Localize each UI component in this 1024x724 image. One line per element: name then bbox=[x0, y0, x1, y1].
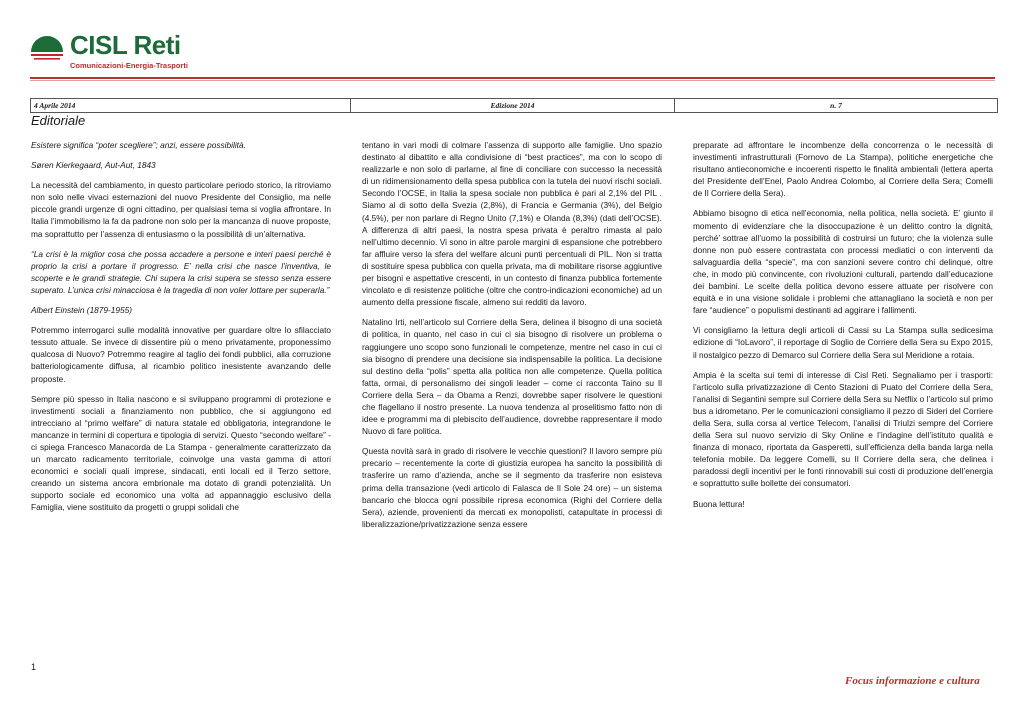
paragraph: Vi consigliamo la lettura degli articoli di Cassi su La Stampa sulla sedicesima edizione di “IoLavoro”, il reportage di Soglio de Corriere della Sera su Expo 2015, il nostalgico pezzo di Demarco sul Corriere della Sera sul Meridione a rotaia. bbox=[693, 325, 993, 360]
paragraph: Natalino Irti, nell’articolo sul Corriere della Sera, delinea il bisogno di una società di politica, in quanto, nel caso in cui ci sia bisogno di risolvere un problema o raggiungere uno scopo sono funzionali le competenze, mentre nel caso in cui ci sia bisogno di prendere una decisione sia indispensabile la politica. La decisione sul destino della “polis” spetta alla politica non alle competenze. Quella politica fatta, ormai, di personalismo dei singoli leader – come ci racconta Taino su Il Corriere della Sera – da Obama a Renzi, dovrebbe saper risolvere le questioni che flagellano il nostro presente. La nuova tendenza al proselitismo fatto non di idee e programmi ma di plebiscito dell’audience, dovrebbe rappresentare il modo Nuovo di fare politica. bbox=[362, 317, 662, 437]
paragraph: Esistere significa “poter scegliere”; anzi, essere possibilità. bbox=[31, 140, 246, 150]
paragraph: Potremmo interrogarci sulle modalità innovative per guardare oltre lo sfilacciato tessuto attuale. Se invece di dissentire più o meno privatamente, proponessimo qualcosa di Nuovo? Potremmo reagire al taglio dei fondi pubblici, alla corruzione batteriologicamente diffusa, al ricambio politico inesistente avanzando delle proposte. bbox=[31, 325, 331, 384]
paragraph: Albert Einstein (1879-1955) bbox=[31, 305, 133, 316]
footer-tagline: Focus informazione e cultura bbox=[845, 675, 980, 687]
paragraph: “La crisi è la miglior cosa che possa accadere a persone e interi paesi perché è proprio la crisi a portare il progresso. E’ nella crisi che nasce l’inventiva, le scoperte e le grandi strategie. Chi supera la crisi supera se stesso senza essere superato. L’unica crisi minacciosa è la tragedia di non voler lottare per superarla.” bbox=[31, 248, 331, 295]
section-title: Editoriale bbox=[31, 113, 86, 128]
issue-number: n. 7 bbox=[830, 101, 842, 110]
paragraph: Sempre più spesso in Italia nascono e si sviluppano programmi di protezione e investimenti sociali a finanziamento non pubblico, che si aggiungono ed intrecciano al “primo welfare” di natura statale ed obbligatoria, integrandone le mancanze in termini di copertura e tipologia di servizi. Questo “secondo welfare” - ci spiega Francesco Manacorda de La Stampa - generalmente caratterizzato da un marcato radicamento territoriale, coinvolge una vasta gamma di attori economici e sociali quali imprese, sindacati, enti locali ed il Terzo settore, creando un sistema ancora embrionale ma dotato di grandi potenzialità. Un supporto sociale ed economico una volta ad appannaggio esclusivo della Famiglia, viene sostituito da progetti o gruppi solidali che bbox=[31, 393, 331, 513]
header-divider bbox=[30, 77, 995, 79]
paragraph: La necessità del cambiamento, in questo particolare periodo storico, la ritroviamo non solo nelle vivaci esternazioni del nuovo Presidente del Consiglio, ma nelle piccole grandi urgenze di ogni cittadino, per qualsiasi tema si voglia affrontare. In Italia l’immobilismo la fa da padrone non solo per la mancanza di nuove proposte, ma soprattutto per l’assenza di entusiasmo o la possibilità di un’alternativa. bbox=[31, 180, 331, 239]
logo-name: CISL Reti bbox=[70, 30, 181, 60]
text-column-3 bbox=[693, 139, 993, 518]
paragraph: Questa novità sarà in grado di risolvere le vecchie questioni? Il lavoro sempre più precario – recentemente la corte di giustizia europea ha sancito la possibilità di trasferire un ramo d’azienda, anche se il segmento da trasferire non esisteva prima della transazione (vedi articolo di Falasca de Il Sole 24 ore) – un sistema bancario che blocca ogni possibile ripresa economica (Righi del Corriere della Sera), aziende, provenienti da mercati ex monopolisti, catapultate in processi di liberalizzazione/privatizzazione senza essere bbox=[362, 446, 662, 529]
paragraph: Søren Kierkegaard, Aut-Aut, 1843 bbox=[31, 160, 156, 171]
header-divider-thin bbox=[30, 80, 995, 81]
text-column-2 bbox=[362, 139, 662, 538]
cisl-reti-logo bbox=[30, 30, 190, 72]
issue-edition: Edizione 2014 bbox=[351, 99, 675, 112]
paragraph: Abbiamo bisogno di etica nell’economia, nella politica, nella società. E’ giunto il momento di evidenziare che la disoccupazione è un delitto contro la dignità, perché’ sottrae all’uomo la possibilità di costruirsi un futuro; che la violenza sulle donne non può essere contrastata con processi mediatici o con interventi da salvaguardia della “specie”, ma con sanzioni severe contro chi delinque, oltre che, in modo più convincente, con rivoluzioni culturali, partendo dall’educazione dei bambini. Le scelte della politica devono essere attuate per risolvere con equità e in una visione solidale i problemi che attanagliano la società e non per fare “audience” o populismi destinanti ad aggirare i fallimenti. bbox=[693, 208, 993, 316]
logo-emblem-icon bbox=[30, 32, 64, 66]
paragraph: Ampia è la scelta sui temi di interesse di Cisl Reti. Segnaliamo per i trasporti: l’articolo sulla privatizzazione di Cento Stazioni di Puato del Corriere della Sera, l’analisi di Segantini sempre sul Corriere della Sera su Netflix o l’articolo sul primo bus a idrometano. Per le comunicazioni consigliamo il pezzo di Sideri del Corriere della Sera, sulla corsa al vertice Telecom, l’analisi di Triulzi sempre del Corriere della Sera sul nuovo servizio di Sky Online e l’indagine dell’istituto qualità e finanza di monaco, riportata da Gasperetti, sull’efficienza della banda larga nella telefonia mobile. Da leggere Comelli, su Il Corriere della sera, che delinea i paradossi degli incentivi per le fonti rinnovabili sui costi di produzione dell’energia e soprattutto sulle bollette dei consumatori. bbox=[693, 369, 993, 489]
issue-date: 4 Aprile 2014 bbox=[31, 99, 351, 112]
paragraph: Buona lettura! bbox=[693, 498, 745, 509]
text-column-1 bbox=[31, 139, 331, 522]
page-number: 1 bbox=[31, 662, 37, 672]
issue-info-bar bbox=[30, 98, 998, 113]
logo-subtitle: Comunicazioni-Energia-Trasporti bbox=[70, 61, 188, 70]
paragraph: tentano in vari modi di colmare l’assenza di supporto alle famiglie. Uno spazio destinato al dibattito e alla condivisione di “best practices”, ma con lo scopo di realizzarle e non solo di parlarne, al fine di conciliare con successo la necessità di un ridimensionamento della spesa pubblica con la tutela dei nuovi rischi sociali. Secondo l’OCSE, in Italia la spesa sociale non pubblica è pari al 2,1% del PIL . Siamo al di sotto della Svezia (2,8%), di Francia e Germania (3%), del Belgio (4.5%), per non parlare di Regno Unito (7,1%) e Olanda (8,3%) (dati dell’OCSE). A differenza di altri paesi, la nostra spesa privata è peraltro rimasta al palo nell’ultimo decennio. Vi sono in altre parole margini di espansione che potrebbero far affluire verso la sfera del welfare alcuni punti percentuali di PIL. Non si tratta di sostituire spesa pubblica con quella privata, ma di mobilitare risorse aggiuntive per bisogni e aspettative crescenti, in un contesto di finanza pubblica fortemente vincolato e di resistenze politiche (oltre che contro-indicazioni economiche) ad un aumento della pressione fiscale, almeno sui redditi da lavoro. bbox=[362, 140, 662, 308]
paragraph: preparate ad affrontare le incombenze della concorrenza o le necessità di investimenti infrastrutturali (Fornovo de La Stampa), politiche energetiche che risultano antieconomiche e incoerenti rispetto le finalità ambientali (lettera aperta del Presidente dell’Enel, Paolo Andrea Colombo, al Corriere della Sera; Comelli de Il Corriere della Sera). bbox=[693, 140, 993, 199]
